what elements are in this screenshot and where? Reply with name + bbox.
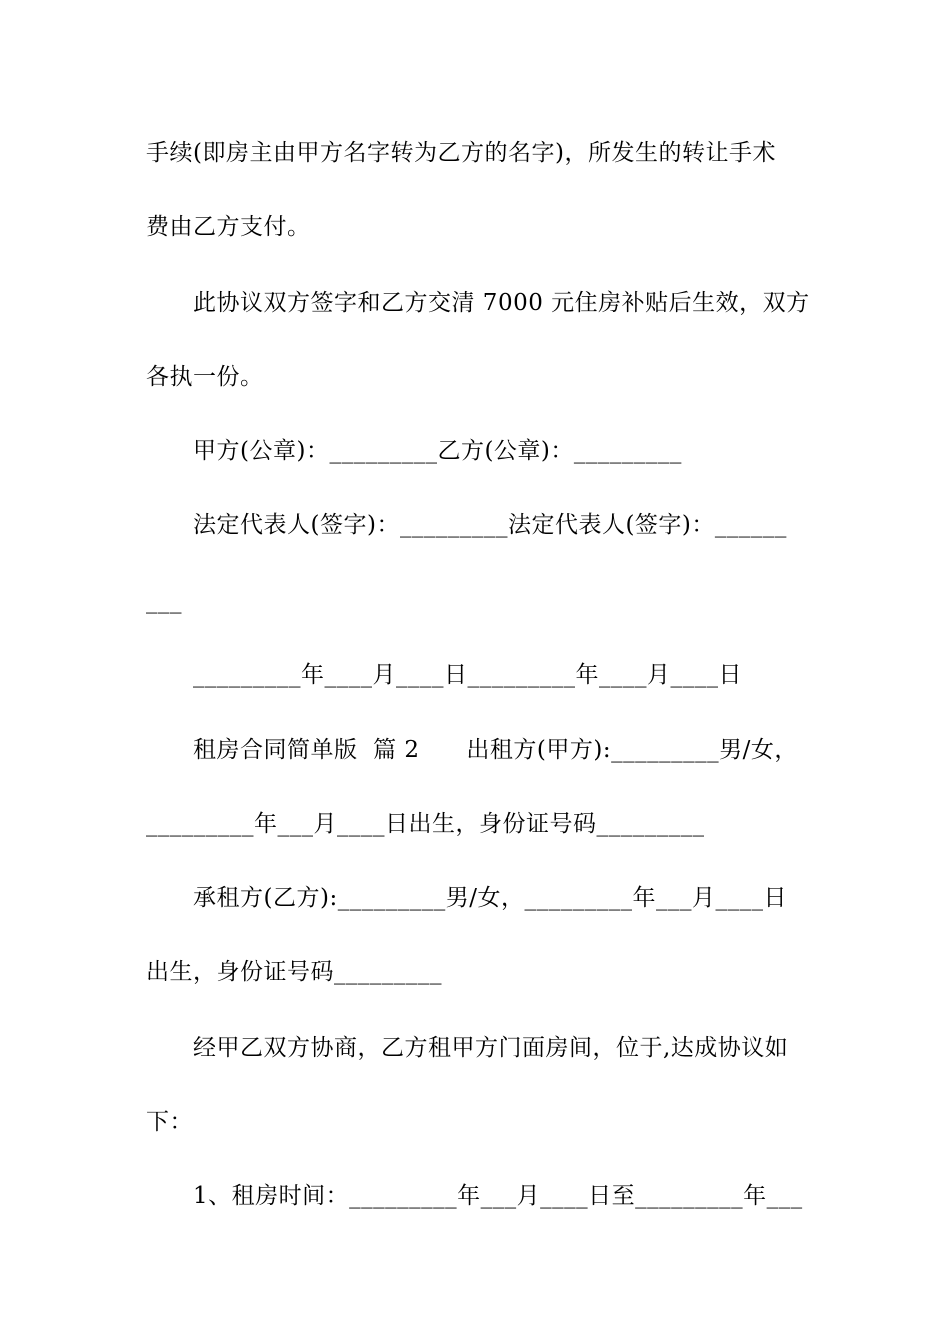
paragraph-line: 下： bbox=[146, 1109, 193, 1135]
date-line: _________年____月____日_________年____月____日 bbox=[193, 662, 742, 688]
paragraph-line: 手续(即房主由甲方名字转为乙方的名字)，所发生的转让手术 bbox=[146, 140, 776, 166]
paragraph-line: _________年___月____日出生，身份证号码_________ bbox=[146, 811, 705, 837]
contract-heading-line: 租房合同简单版 篇 2 出租方(甲方):_________男/女， bbox=[193, 737, 798, 763]
paragraph-line: 经甲乙双方协商，乙方租甲方门面房间，位于,达成协议如 bbox=[193, 1035, 789, 1061]
paragraph-line: 承租方(乙方):_________男/女，_________年___月____日 bbox=[193, 885, 787, 911]
paragraph-line: 出生，身份证号码_________ bbox=[146, 959, 442, 985]
clause-line: 1、租房时间：_________年___月____日至_________年___ bbox=[193, 1183, 803, 1209]
signature-line: 法定代表人(签字)：_________法定代表人(签字)：______ bbox=[193, 512, 787, 538]
paragraph-line: 费由乙方支付。 bbox=[146, 214, 311, 240]
signature-line-continued: ___ bbox=[146, 588, 182, 614]
seal-line: 甲方(公章)：_________乙方(公章)：_________ bbox=[193, 438, 682, 464]
paragraph-line: 各执一份。 bbox=[146, 364, 264, 390]
paragraph-line: 此协议双方签字和乙方交清 7000 元住房补贴后生效，双方 bbox=[193, 290, 810, 316]
